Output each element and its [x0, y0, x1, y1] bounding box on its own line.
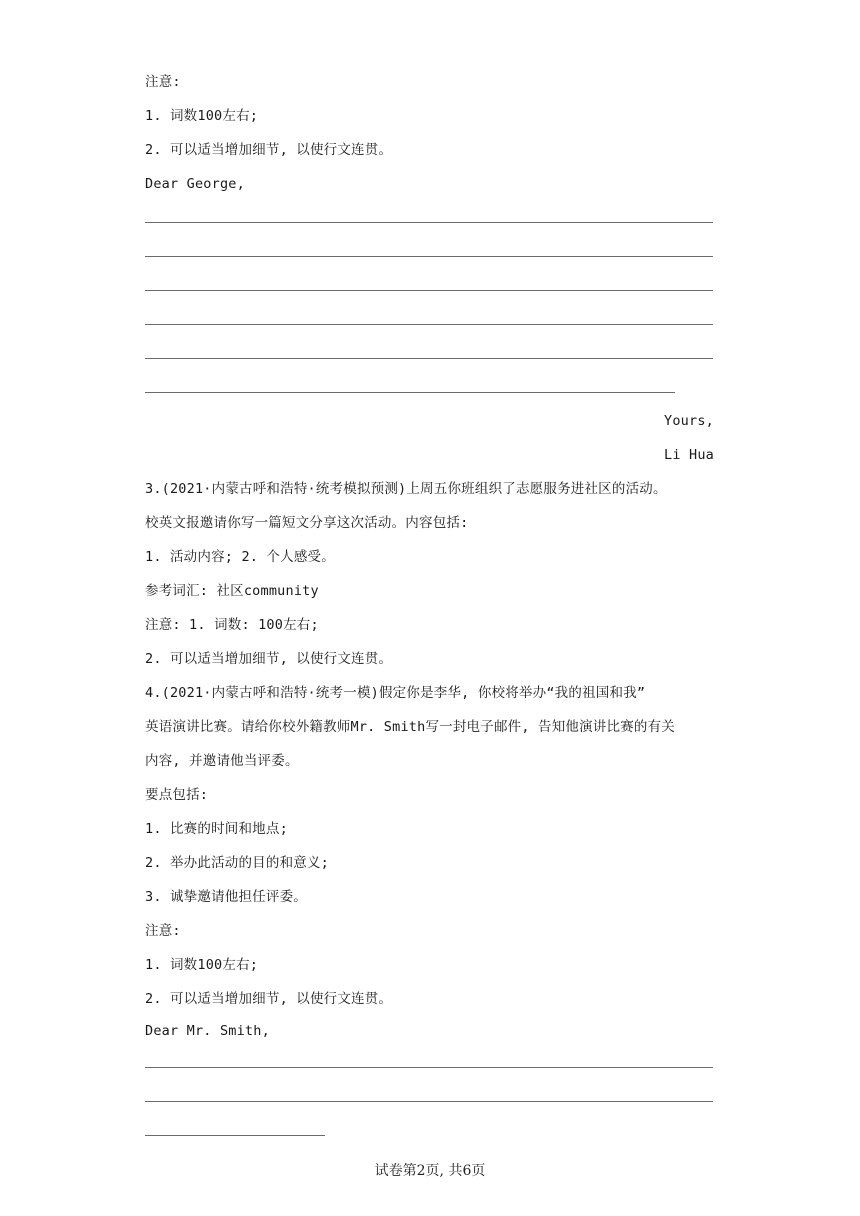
- q4-prompt-line: 英语演讲比赛。请给你校外籍教师Mr. Smith写一封电子邮件, 告知他演讲比赛的有关: [145, 719, 676, 735]
- q3-note-word-count: 注意: 1. 词数: 100左右;: [145, 617, 319, 633]
- q3-vocab: 参考词汇: 社区community: [145, 583, 319, 599]
- letter-closing: Yours,: [664, 413, 714, 429]
- q4-note-label: 注意:: [145, 923, 181, 939]
- writing-line: [145, 324, 713, 325]
- q4-point: 3. 诚挚邀请他担任评委。: [145, 889, 307, 905]
- q4-note-details: 2. 可以适当增加细节, 以使行文连贯。: [145, 991, 393, 1007]
- q4-point: 1. 比赛的时间和地点;: [145, 821, 288, 837]
- q4-prompt-line: 内容, 并邀请他当评委。: [145, 753, 299, 769]
- writing-line: [145, 222, 713, 223]
- note-label: 注意:: [145, 74, 181, 90]
- letter-signature: Li Hua: [664, 447, 714, 463]
- q3-note-details: 2. 可以适当增加细节, 以使行文连贯。: [145, 651, 393, 667]
- q3-prompt-line: 3.(2021·内蒙古呼和浩特·统考模拟预测)上周五你班组织了志愿服务进社区的活动。: [145, 481, 667, 497]
- writing-line: [145, 290, 713, 291]
- writing-line: [145, 1135, 325, 1136]
- q4-prompt-line: 4.(2021·内蒙古呼和浩特·统考一模)假定你是李华, 你校将举办“我的祖国和我”: [145, 685, 646, 701]
- writing-line: [145, 358, 713, 359]
- note-item-details: 2. 可以适当增加细节, 以使行文连贯。: [145, 142, 393, 158]
- q3-prompt-line: 校英文报邀请你写一篇短文分享这次活动。内容包括:: [145, 515, 469, 531]
- q4-points-label: 要点包括:: [145, 787, 209, 803]
- writing-line: [145, 392, 675, 393]
- q3-content-points: 1. 活动内容; 2. 个人感受。: [145, 549, 335, 565]
- note-item-word-count: 1. 词数100左右;: [145, 108, 259, 124]
- letter-salutation: Dear George,: [145, 176, 245, 192]
- writing-line: [145, 1101, 713, 1102]
- writing-line: [145, 1067, 713, 1068]
- page-footer: 试卷第2页, 共6页: [374, 1163, 486, 1179]
- q4-note-word-count: 1. 词数100左右;: [145, 957, 259, 973]
- q4-point: 2. 举办此活动的目的和意义;: [145, 855, 330, 871]
- writing-line: [145, 256, 713, 257]
- q4-letter-salutation: Dear Mr. Smith,: [145, 1023, 270, 1039]
